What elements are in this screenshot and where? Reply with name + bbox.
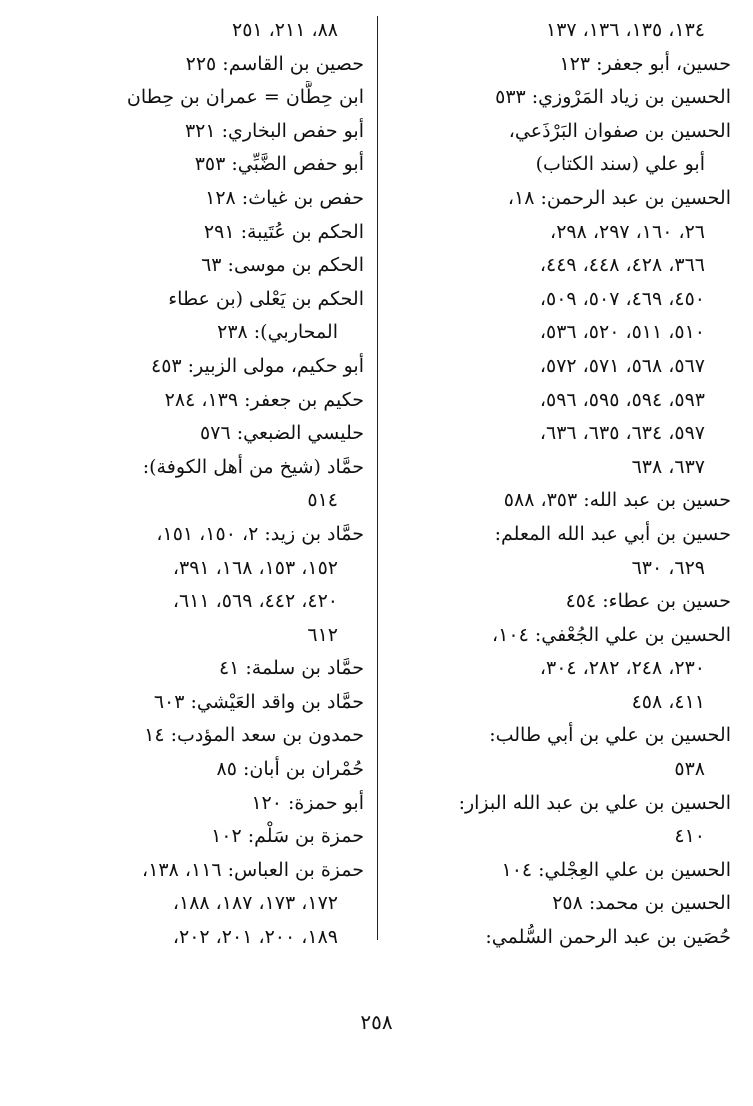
index-entry-continuation: ٦١٢ bbox=[307, 623, 338, 646]
index-entry: حمَّاد بن زيد: ٢، ١٥٠، ١٥١، bbox=[156, 522, 364, 545]
index-entry: الحسين بن علي الجُعْفي: ١٠٤، bbox=[492, 623, 731, 646]
index-entry-continuation: ٥٣٨ bbox=[674, 758, 705, 781]
index-entry-continuation: المحاربي): ٢٣٨ bbox=[217, 321, 338, 344]
index-entry: حسين، أبو جعفر: ١٢٣ bbox=[559, 52, 731, 75]
index-entry-continuation: ٤١٠ bbox=[674, 825, 705, 848]
index-entry-continuation: ٨٨، ٢١١، ٢٥١ bbox=[231, 19, 338, 41]
index-entry: حكيم بن جعفر: ١٣٩، ٢٨٤ bbox=[164, 388, 364, 411]
index-entry: أبو حمزة: ١٢٠ bbox=[251, 791, 364, 814]
index-entry-continuation: ٣٦٦، ٤٢٨، ٤٤٨، ٤٤٩، bbox=[539, 254, 705, 277]
index-entry-continuation: ٤٢٠، ٤٤٢، ٥٦٩، ٦١١، bbox=[172, 590, 338, 613]
index-entry: حُصَين بن عبد الرحمن السُّلمي: bbox=[485, 926, 731, 949]
index-entry: الحسين بن علي بن عبد الله البزار: bbox=[458, 791, 731, 814]
index-entry-continuation: ٢٣٠، ٢٤٨، ٢٨٢، ٣٠٤، bbox=[539, 657, 705, 680]
index-entry-continuation: أبو علي (سند الكتاب) bbox=[535, 153, 705, 176]
index-entry: حفص بن غياث: ١٢٨ bbox=[205, 186, 364, 209]
index-entry-continuation: ٥٩٣، ٥٩٤، ٥٩٥، ٥٩٦، bbox=[539, 388, 705, 411]
index-entry-continuation: ٤٥٠، ٤٦٩، ٥٠٧، ٥٠٩، bbox=[539, 287, 705, 310]
index-entry: حصين بن القاسم: ٢٢٥ bbox=[185, 52, 364, 75]
index-entry: حمزة بن سَلْم: ١٠٢ bbox=[211, 825, 364, 848]
index-entry: الحكم بن عُتَيبة: ٢٩١ bbox=[203, 220, 364, 243]
column-divider bbox=[377, 16, 378, 940]
index-entry-continuation: ٤١١، ٤٥٨ bbox=[631, 690, 705, 713]
index-entry-continuation: ١٣٤، ١٣٥، ١٣٦، ١٣٧ bbox=[545, 19, 705, 41]
index-entry-continuation: ٦٢٩، ٦٣٠ bbox=[631, 556, 705, 579]
index-entry: حسين بن عبد الله: ٣٥٣، ٥٨٨ bbox=[503, 489, 731, 512]
index-entry: أبو حفص الضَّبِّي: ٣٥٣ bbox=[194, 153, 364, 176]
index-entry: أبو حفص البخاري: ٣٢١ bbox=[184, 119, 364, 142]
left-index-column bbox=[20, 14, 364, 955]
index-entry: الحكم بن موسى: ٦٣ bbox=[201, 254, 364, 277]
index-entry: أبو حكيم، مولى الزبير: ٤٥٣ bbox=[151, 354, 364, 377]
index-entry: حمزة بن العباس: ١١٦، ١٣٨، bbox=[142, 858, 364, 881]
index-entry-continuation: ٥٩٧، ٦٣٤، ٦٣٥، ٦٣٦، bbox=[539, 422, 705, 445]
index-entry-continuation: ١٧٢، ١٧٣، ١٨٧، ١٨٨، bbox=[172, 892, 338, 915]
index-entry: الحسين بن علي العِجْلي: ١٠٤ bbox=[501, 858, 731, 881]
index-entry-continuation: ١٨٩، ٢٠٠، ٢٠١، ٢٠٢، bbox=[172, 926, 338, 949]
index-entry-continuation: ٥١٤ bbox=[307, 489, 338, 512]
index-entry: حُمْران بن أبان: ٨٥ bbox=[216, 758, 364, 781]
index-entry: حمدون بن سعد المؤدب: ١٤ bbox=[144, 724, 364, 747]
index-entry: الحسين بن علي بن أبي طالب: bbox=[489, 724, 731, 747]
index-entry-continuation: ٢٦، ١٦٠، ٢٩٧، ٢٩٨، bbox=[550, 220, 705, 243]
index-entry-continuation: ٥١٠، ٥١١، ٥٢٠، ٥٣٦، bbox=[539, 321, 705, 344]
index-entry: الحسين بن عبد الرحمن: ١٨، bbox=[507, 186, 731, 209]
right-index-column bbox=[388, 14, 731, 955]
index-entry-continuation: ٦٣٧، ٦٣٨ bbox=[631, 455, 705, 478]
index-entry: الحسين بن صفوان البَرْذَعي، bbox=[508, 119, 731, 142]
index-entry: حسين بن أبي عبد الله المعلم: bbox=[494, 522, 731, 545]
index-entry: ابن حِطَّان = عمران بن حِطان bbox=[126, 86, 364, 109]
index-entry: حليسي الضبعي: ٥٧٦ bbox=[200, 422, 364, 445]
page-number: ٢٥٨ bbox=[360, 1010, 393, 1034]
index-entry: حمَّاد بن سلمة: ٤١ bbox=[218, 657, 364, 680]
index-entry: الحسين بن زياد المَرْوزي: ٥٣٣ bbox=[495, 86, 731, 109]
index-entry: حمَّاد (شيخ من أهل الكوفة): bbox=[142, 455, 364, 478]
index-entry-continuation: ٥٦٧، ٥٦٨، ٥٧١، ٥٧٢، bbox=[539, 354, 705, 377]
index-entry-continuation: ١٥٢، ١٥٣، ١٦٨، ٣٩١، bbox=[172, 556, 338, 579]
index-entry: حسين بن عطاء: ٤٥٤ bbox=[565, 590, 731, 613]
index-entry: حمَّاد بن واقد العَيْشي: ٦٠٣ bbox=[153, 690, 364, 713]
index-entry: الحكم بن يَعْلى (بن عطاء bbox=[168, 287, 364, 310]
index-entry: الحسين بن محمد: ٢٥٨ bbox=[552, 892, 731, 915]
